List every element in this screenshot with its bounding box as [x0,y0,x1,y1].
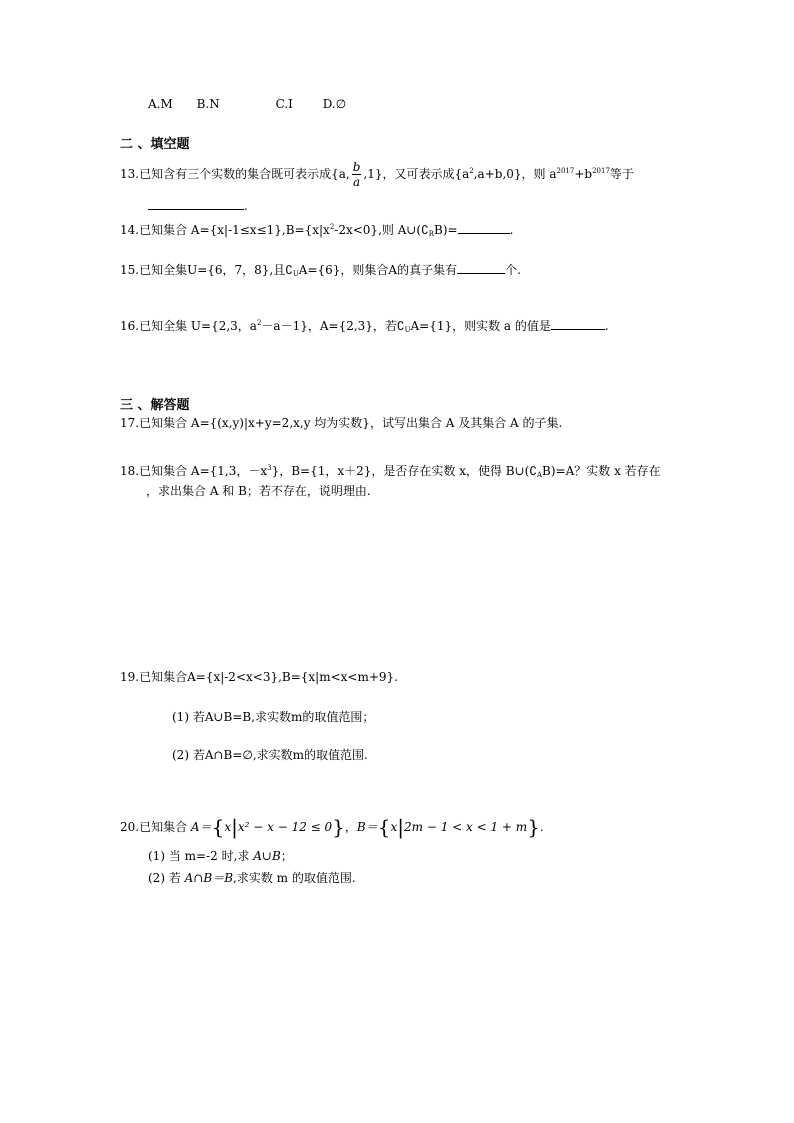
question-17: 17.已知集合 A={(x,y)|x+y=2,x,y 均为实数}，试写出集合 A 及其集合 A 的子集. [120,416,563,430]
q14-text-pre: 14.已知集合 A={x|-1≤x≤1},B={x|x [120,223,330,237]
q14-text-post: B)= [434,223,458,237]
question-16 [120,318,609,334]
q14-sup: 2 [329,223,335,231]
q16-end: . [604,319,609,333]
q13-exp1: 2017 [556,167,575,175]
question-18 [120,464,661,479]
q15-sub: U [292,270,299,278]
q20-setB-cond: 2m − 1 < x < 1 + m [404,820,528,834]
question-19-part1: (1) 若A∪B=B,求实数m的取值范围； [172,710,375,724]
choice-a: A.M [148,97,173,111]
q20-setB-brace-open: { [377,815,391,839]
question-19: 19.已知集合A={x|-2<x<3},B={x|m<x<m+9}. [120,670,398,684]
q16-text-post: A={1}，则实数 a 的值是 [410,319,551,333]
q13-frac-den: a [352,175,361,189]
choice-c: C.I [275,97,293,111]
q14-end: . [509,223,514,237]
q14-answer-blank[interactable] [458,222,510,234]
q16-text-pre: 16.已知全集 U={2,3，a [120,319,257,333]
choice-b: B.N [196,97,220,111]
q20-p1-pre: (1) 当 m=-2 时,求 [148,849,250,863]
q20-p1-math: A∪B [253,849,281,863]
question-20-part1 [148,849,293,863]
q18-text-pre: 18.已知集合 A={1,3，－x [120,464,268,478]
q20-setA-brace-close: } [332,815,345,839]
question-15 [120,262,521,278]
q18-sup: 3 [267,464,272,472]
q13-sup-a: 2 [469,167,474,175]
q18-text-post: B)=A？实数 x 若存在 [542,464,661,478]
q13-text-mid: ,1}，又可表示成{a [363,167,470,181]
q20-setA-var: x [224,820,232,834]
q13-text-pre: 13.已知含有三个实数的集合既可表示成{a, [120,167,350,181]
question-19-part2: (2) 若A∩B=∅,求实数m的取值范围. [172,748,368,762]
q15-text-pre: 15.已知全集U={6，7，8},且∁ [120,263,293,277]
choices-row [148,97,346,111]
q13-text-mid2: ,a+b,0}，则 a [473,167,557,181]
q13-text-post: 等于 [609,167,634,181]
q16-answer-blank[interactable] [551,318,605,330]
q20-setA-cond: x² − x − 12 ≤ 0 [237,820,333,834]
q20-p2-pre: (2) 若 [148,871,181,885]
question-20-part2 [148,871,356,885]
q15-end: 个. [505,263,521,277]
question-13-answer-line [148,198,248,213]
question-13 [120,160,634,189]
q13-plus: +b [574,167,593,181]
question-14 [120,222,513,238]
question-20 [120,815,544,839]
section-answer-title: 三 、解答题 [120,398,190,413]
q18-sub: A [536,471,543,479]
q20-sep: ， [344,820,357,834]
q20-setB-lhs: B＝ [356,820,378,834]
q13-end: . [244,199,248,213]
question-18-line2: ，求出集合 A 和 B；若不存在，说明理由. [146,484,371,498]
q16-sup: 2 [256,319,262,327]
q15-text-mid: A={6}，则集合A的真子集有 [298,263,458,277]
q20-text-pre: 20.已知集合 [120,820,188,834]
choice-d: D.∅ [322,97,347,111]
q15-answer-blank[interactable] [457,262,505,274]
q20-setA-bar: | [231,815,238,839]
section-fill-in-title: 二 、填空题 [120,137,190,152]
q13-exp2: 2017 [592,167,610,175]
q16-sub: U [404,326,411,334]
q13-answer-blank[interactable] [148,198,244,210]
q20-setA-lhs: A＝ [190,820,212,834]
q20-p1-end: ； [280,849,293,863]
q13-fraction [352,160,362,189]
q20-setB-var: x [390,820,398,834]
q20-p2-end: ,求实数 m 的取值范围. [233,871,356,885]
q14-sub: R [428,230,435,238]
q16-text-mid: －a－1}，A={2,3}，若∁ [261,319,405,333]
q14-text-mid: -2x<0},则 A∪(∁ [334,223,429,237]
q20-setA-brace-open: { [211,815,225,839]
q20-p2-math: A∩B＝B [184,871,234,885]
q20-end: . [539,820,544,834]
q20-setB-brace-close: } [527,815,540,839]
q20-setB-bar: | [397,815,405,839]
q18-text-mid: }，B={1，x＋2}，是否存在实数 x，使得 B∪(∁ [271,464,537,478]
q13-frac-num: b [352,160,361,174]
